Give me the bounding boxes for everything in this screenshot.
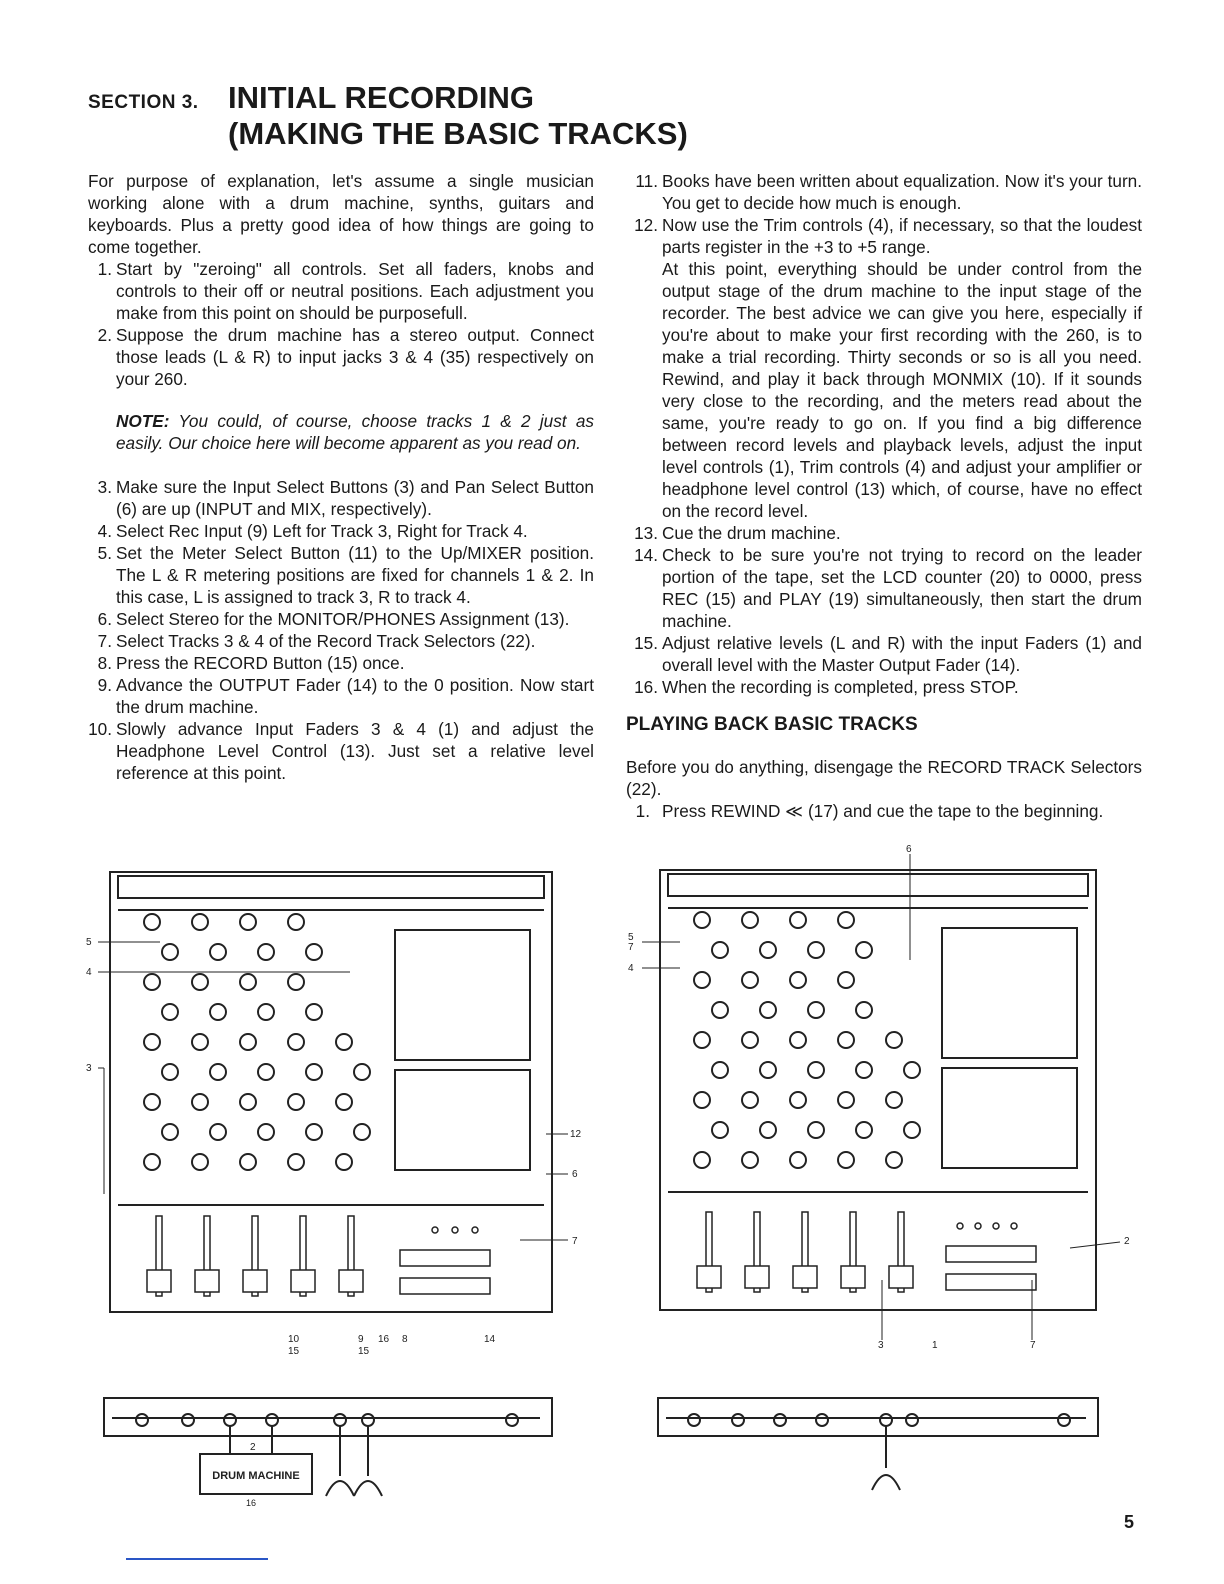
intro-paragraph: For purpose of explanation, let's assume a single musician working alone with a drum machine, synths, guitars and keyboards. Plus a pretty good idea of how things are going to come together.: [88, 171, 594, 257]
meter-panel: [942, 928, 1077, 1058]
mixer-top-strip: [118, 876, 544, 898]
knob-array: [144, 914, 370, 1170]
step-text: Set the Meter Select Button (11) to the Up/MIXER position. The L & R metering positions are fixed for channels 1 & 2. In this case, L is assigned to track 3, R to track 4.: [116, 543, 594, 607]
amp-knob: [224, 1414, 236, 1426]
channel-knob: [210, 1004, 226, 1020]
amp-knob: [182, 1414, 194, 1426]
page-number: 5: [1124, 1512, 1135, 1532]
channel-knob: [144, 1094, 160, 1110]
channel-knob: [162, 1064, 178, 1080]
amp-knob: [362, 1414, 374, 1426]
title-line-2: (MAKING THE BASIC TRACKS): [228, 116, 688, 151]
knob-array: [694, 912, 920, 1168]
callout-4: 4: [628, 963, 634, 974]
step-text: Select Stereo for the MONITOR/PHONES Assignment (13).: [116, 609, 570, 629]
step-number: 10.: [88, 719, 112, 739]
list-item: [626, 800, 1142, 822]
step-text: Books have been written about equalization. Now it's your turn. You get to decide how much is enough.: [662, 171, 1142, 213]
channel-knob: [712, 1122, 728, 1138]
amp-knob: [688, 1414, 700, 1426]
channel-knob: [354, 1124, 370, 1140]
mixer-top-strip: [668, 874, 1088, 896]
callout-10: 10: [288, 1334, 300, 1345]
amp-knob: [880, 1414, 892, 1426]
channel-knob: [838, 1152, 854, 1168]
step-number: 3.: [97, 477, 112, 497]
callout-6: 6: [906, 844, 912, 855]
fader-knob: [147, 1270, 171, 1292]
list-item: [88, 674, 594, 718]
playback-intro: Before you do anything, disengage the RECORD TRACK Selectors (22).: [626, 757, 1142, 799]
channel-knob: [712, 1062, 728, 1078]
callout-8: 8: [402, 1334, 408, 1345]
title-line-1: INITIAL RECORDING: [228, 80, 534, 115]
channel-knob: [694, 1092, 710, 1108]
channel-knob: [760, 1002, 776, 1018]
fader-knob: [291, 1270, 315, 1292]
amp-knob: [136, 1414, 148, 1426]
channel-knob: [790, 972, 806, 988]
channel-knob: [808, 1062, 824, 1078]
amp-knob: [774, 1414, 786, 1426]
step-number: 1.: [97, 259, 112, 279]
step-text: Now use the Trim controls (4), if necessary, so that the loudest parts register in the +3 to +5 range.: [662, 215, 1142, 257]
channel-knob: [808, 942, 824, 958]
channel-knob: [258, 1064, 274, 1080]
step-text: Select Rec Input (9) Left for Track 3, Right for Track 4.: [116, 521, 528, 541]
list-item: [88, 520, 594, 542]
channel-knob: [144, 974, 160, 990]
list-item: [626, 544, 1142, 632]
channel-knob: [144, 1034, 160, 1050]
channel-knob: [742, 1152, 758, 1168]
channel-knob: [240, 1154, 256, 1170]
fader-knob: [793, 1266, 817, 1288]
channel-knob: [694, 1032, 710, 1048]
channel-knob: [144, 914, 160, 930]
channel-knob: [306, 1064, 322, 1080]
headphones-icon: [872, 1475, 900, 1490]
channel-knob: [240, 914, 256, 930]
callout-4: 4: [86, 967, 92, 978]
step-text: Advance the OUTPUT Fader (14) to the 0 position. Now start the drum machine.: [116, 675, 594, 717]
tape-window: [395, 1070, 530, 1170]
list-item: [626, 522, 1142, 544]
amp-setup-right: [654, 1394, 1104, 1504]
channel-knob: [192, 914, 208, 930]
channel-knob: [904, 1122, 920, 1138]
channel-knob: [192, 1094, 208, 1110]
list-item: [626, 170, 1142, 214]
amp-knob: [266, 1414, 278, 1426]
step-text: Check to be sure you're not trying to record on the leader portion of the tape, set the LCD counter (20) to 0000, press REC (15) and PLAY (19) simultaneously, then start the drum machine.: [662, 545, 1142, 631]
channel-knob: [694, 912, 710, 928]
fader-knob: [243, 1270, 267, 1292]
step-text: Suppose the drum machine has a stereo output. Connect those leads (L & R) to input jacks 3 & 4 (35) respectively on your 260.: [116, 325, 594, 389]
amp-knob: [506, 1414, 518, 1426]
step-number: 4.: [97, 521, 112, 541]
channel-knob: [838, 1032, 854, 1048]
fader-knob: [195, 1270, 219, 1292]
channel-knob: [760, 1062, 776, 1078]
step-number: 2.: [97, 325, 112, 345]
callout-7: 7: [572, 1236, 578, 1247]
channel-knob: [760, 1122, 776, 1138]
channel-knob: [838, 972, 854, 988]
list-item: [88, 324, 594, 390]
fader-array: [697, 1212, 913, 1292]
list-item: [88, 608, 594, 630]
channel-knob: [240, 974, 256, 990]
channel-knob: [240, 1094, 256, 1110]
mixer-body: [110, 872, 552, 1312]
list-item: [88, 476, 594, 520]
channel-knob: [306, 944, 322, 960]
drum-callout-16: 16: [246, 1498, 257, 1508]
callout-16: 16: [378, 1334, 390, 1345]
amp-setup-left: [100, 1392, 560, 1522]
callout-5: 5: [86, 937, 92, 948]
channel-knob: [162, 1124, 178, 1140]
callout-1: 1: [932, 1340, 938, 1351]
amp-knob: [732, 1414, 744, 1426]
step-text: Select Tracks 3 & 4 of the Record Track Selectors (22).: [116, 631, 536, 651]
channel-knob: [742, 1092, 758, 1108]
mixer-diagram-right: [620, 840, 1140, 1360]
channel-knob: [288, 1154, 304, 1170]
channel-knob: [288, 1094, 304, 1110]
channel-knob: [144, 1154, 160, 1170]
channel-knob: [192, 1154, 208, 1170]
channel-knob: [790, 1032, 806, 1048]
callout-2: 2: [1124, 1236, 1130, 1247]
callout-3: 3: [86, 1063, 92, 1074]
channel-knob: [210, 944, 226, 960]
step-list-a: [88, 258, 594, 390]
channel-knob: [258, 944, 274, 960]
step-number: 14.: [634, 545, 658, 565]
step-text: Make sure the Input Select Buttons (3) and Pan Select Button (6) are up (INPUT and MIX, respectively).: [116, 477, 594, 519]
callout-7: 7: [628, 942, 634, 953]
channel-knob: [192, 1034, 208, 1050]
channel-knob: [336, 1094, 352, 1110]
channel-knob: [886, 1032, 902, 1048]
step-text: Start by "zeroing" all controls. Set all faders, knobs and controls to their off or neutral positions. Each adjustment you make from this point on should be purposefull.: [116, 259, 594, 323]
callout-3: 3: [878, 1340, 884, 1351]
channel-knob: [808, 1002, 824, 1018]
step-text: Slowly advance Input Faders 3 & 4 (1) and adjust the Headphone Level Control (13). Just set a relative level reference at this point.: [116, 719, 594, 783]
amp-knob: [906, 1414, 918, 1426]
channel-knob: [886, 1152, 902, 1168]
channel-knob: [336, 1034, 352, 1050]
channel-knob: [790, 912, 806, 928]
channel-knob: [808, 1122, 824, 1138]
step-number: 5.: [97, 543, 112, 563]
list-item: [88, 718, 594, 784]
callout-12: 12: [570, 1129, 582, 1140]
channel-knob: [856, 1122, 872, 1138]
step-number: 16.: [634, 677, 658, 697]
amp-knob: [334, 1414, 346, 1426]
channel-knob: [336, 1154, 352, 1170]
channel-knob: [162, 944, 178, 960]
callout-14: 14: [484, 1334, 496, 1345]
channel-knob: [288, 1034, 304, 1050]
step-text: Press the RECORD Button (15) once.: [116, 653, 405, 673]
fader-array: [147, 1216, 363, 1296]
right-column: [626, 170, 1142, 822]
channel-knob: [838, 1092, 854, 1108]
subheading: PLAYING BACK BASIC TRACKS: [626, 714, 918, 735]
step-number: 15.: [634, 633, 658, 653]
list-item: [88, 630, 594, 652]
channel-knob: [258, 1004, 274, 1020]
channel-knob: [306, 1124, 322, 1140]
callout-9: 9: [358, 1334, 364, 1345]
note-label: NOTE:: [116, 411, 170, 431]
step-number: 6.: [97, 609, 112, 629]
channel-knob: [790, 1092, 806, 1108]
channel-knob: [288, 914, 304, 930]
step-text: Adjust relative levels (L and R) with the input Faders (1) and overall level with the Master Output Fader (14).: [662, 633, 1142, 675]
channel-knob: [742, 972, 758, 988]
channel-knob: [258, 1124, 274, 1140]
channel-knob: [886, 1092, 902, 1108]
mixer-body: [660, 870, 1096, 1310]
step-number: 9.: [97, 675, 112, 695]
step-12-continuation: At this point, everything should be under control from the output stage of the drum machine to the input stage of the recorder. The best advice we can give you here, especially if you're about to make your first recording with the 260, is to make a trial recording. Thirty seconds or so is all you need. Rewind, and play it back through MONMIX (10). If it sounds very close to the recording, and the meters read about the same, you're ready to go on. If you find a big difference between record levels and playback levels, adjust the input level controls (1), Trim controls (4) and adjust your amplifier or headphone level control (13) which, of course, have no effect on the record level.: [662, 259, 1142, 521]
channel-knob: [306, 1004, 322, 1020]
callout-5: 5: [628, 932, 634, 943]
channel-knob: [210, 1124, 226, 1140]
fader-knob: [339, 1270, 363, 1292]
list-item: [88, 542, 594, 608]
channel-knob: [742, 1032, 758, 1048]
callout-15b: 15: [358, 1346, 370, 1357]
callout-6: 6: [572, 1169, 578, 1180]
list-item: [626, 676, 1142, 698]
step-number: 13.: [634, 523, 658, 543]
channel-knob: [856, 1062, 872, 1078]
fader-knob: [889, 1266, 913, 1288]
footer-rule: [126, 1558, 268, 1560]
transport-buttons: [400, 1227, 490, 1294]
step-number: 7.: [97, 631, 112, 651]
step-text: When the recording is completed, press STOP.: [662, 677, 1019, 697]
tape-window: [942, 1068, 1077, 1168]
channel-knob: [856, 1002, 872, 1018]
list-item: [626, 214, 1142, 258]
channel-knob: [694, 1152, 710, 1168]
channel-knob: [694, 972, 710, 988]
channel-knob: [856, 942, 872, 958]
drum-machine-label: DRUM MACHINE: [212, 1470, 300, 1482]
fader-knob: [697, 1266, 721, 1288]
amp-callout-2: 2: [250, 1442, 256, 1453]
note-paragraph: [88, 410, 594, 454]
amp-knob: [1058, 1414, 1070, 1426]
channel-knob: [192, 974, 208, 990]
page-title: [228, 80, 688, 152]
mixer-diagram-left: [80, 860, 600, 1370]
step-text: Cue the drum machine.: [662, 523, 841, 543]
step-number: 8.: [97, 653, 112, 673]
callout-7b: 7: [1030, 1340, 1036, 1351]
list-item: [626, 632, 1142, 676]
channel-knob: [838, 912, 854, 928]
step-number: 11.: [635, 171, 658, 191]
channel-knob: [904, 1062, 920, 1078]
step-text: Press REWIND ≪ (17) and cue the tape to the beginning.: [662, 801, 1104, 821]
section-label: SECTION 3.: [88, 92, 199, 113]
channel-knob: [162, 1004, 178, 1020]
fader-knob: [841, 1266, 865, 1288]
callout-15a: 15: [288, 1346, 300, 1357]
list-item: [88, 258, 594, 324]
step-number: 12.: [634, 215, 658, 235]
channel-knob: [712, 1002, 728, 1018]
fader-knob: [745, 1266, 769, 1288]
step-number: 1.: [635, 801, 650, 821]
meter-panel: [395, 930, 530, 1060]
note-text: You could, of course, choose tracks 1 & 2 just as easily. Our choice here will become apparent as you read on.: [116, 411, 594, 453]
channel-knob: [210, 1064, 226, 1080]
channel-knob: [790, 1152, 806, 1168]
step-list-b: [88, 476, 594, 784]
transport-buttons: [946, 1223, 1036, 1290]
channel-knob: [240, 1034, 256, 1050]
channel-knob: [712, 942, 728, 958]
channel-knob: [760, 942, 776, 958]
channel-knob: [742, 912, 758, 928]
headphones-icon: [326, 1481, 382, 1496]
amp-knob: [816, 1414, 828, 1426]
channel-knob: [354, 1064, 370, 1080]
list-item: [88, 652, 594, 674]
left-column: [88, 170, 594, 784]
channel-knob: [288, 974, 304, 990]
